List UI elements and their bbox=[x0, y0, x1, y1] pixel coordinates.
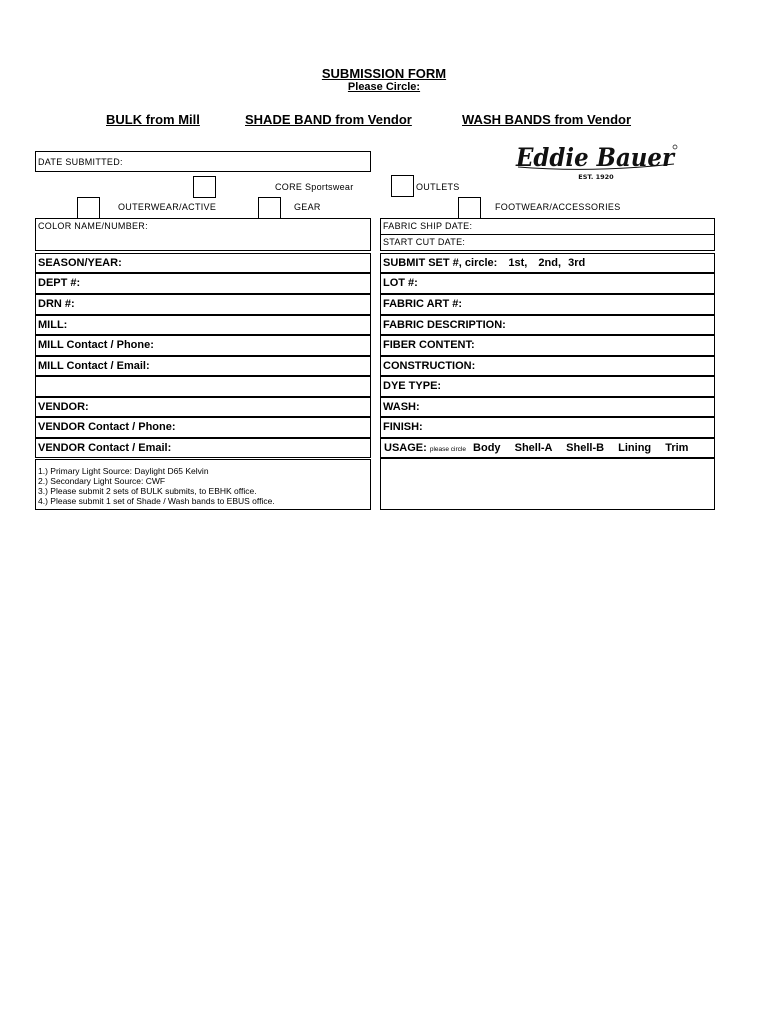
usage-option-shell-a[interactable]: Shell-A bbox=[514, 442, 553, 454]
brand-logo bbox=[512, 140, 680, 184]
dept-field[interactable] bbox=[35, 273, 371, 294]
finish-label: FINISH: bbox=[383, 421, 423, 433]
vendor-contact-email-field[interactable] bbox=[35, 438, 371, 458]
season-year-field[interactable] bbox=[35, 253, 371, 273]
note-item: 3.) Please submit 2 sets of BULK submits, to EBHK office. bbox=[38, 486, 257, 496]
vendor-label: VENDOR: bbox=[38, 401, 89, 413]
mill-field[interactable] bbox=[35, 315, 371, 335]
vendor-contact-email-label: VENDOR Contact / Email: bbox=[38, 442, 172, 454]
usage-option-body[interactable]: Body bbox=[473, 442, 501, 454]
mill-label: MILL: bbox=[38, 319, 68, 331]
submit-set-option-3rd[interactable]: 3rd bbox=[568, 257, 586, 269]
season-year-label: SEASON/YEAR: bbox=[38, 257, 122, 269]
gear-label: GEAR bbox=[294, 202, 321, 212]
mill-contact-email-label: MILL Contact / Email: bbox=[38, 360, 150, 372]
usage-label: USAGE: bbox=[384, 442, 427, 454]
option-shade-band[interactable]: SHADE BAND from Vendor bbox=[245, 112, 412, 127]
brand-logo-text: Eddie Bauer bbox=[515, 143, 676, 172]
fabric-art-field[interactable] bbox=[380, 294, 715, 315]
fabric-description-label: FABRIC DESCRIPTION: bbox=[383, 319, 506, 331]
outerwear-active-checkbox[interactable] bbox=[77, 197, 100, 219]
finish-field[interactable] bbox=[380, 417, 715, 438]
blank-field[interactable] bbox=[35, 376, 371, 397]
core-sportswear-label: CORE Sportswear bbox=[275, 182, 354, 192]
submit-set-option-2nd[interactable]: 2nd, bbox=[538, 257, 562, 269]
usage-option-shell-b[interactable]: Shell-B bbox=[566, 442, 605, 454]
submit-set-option-1st[interactable]: 1st, bbox=[508, 257, 528, 269]
mill-contact-phone-field[interactable] bbox=[35, 335, 371, 356]
construction-label: CONSTRUCTION: bbox=[383, 360, 476, 372]
usage-option-trim[interactable]: Trim bbox=[665, 442, 689, 454]
usage-field[interactable] bbox=[380, 438, 715, 458]
fabric-art-label: FABRIC ART #: bbox=[383, 298, 463, 310]
outerwear-active-label: OUTERWEAR/ACTIVE bbox=[118, 202, 217, 212]
outlets-label: OUTLETS bbox=[416, 182, 460, 192]
gear-checkbox[interactable] bbox=[258, 197, 281, 219]
wash-label: WASH: bbox=[383, 401, 420, 413]
start-cut-date-field[interactable] bbox=[380, 234, 715, 251]
mill-contact-email-field[interactable] bbox=[35, 356, 371, 376]
vendor-contact-phone-label: VENDOR Contact / Phone: bbox=[38, 421, 176, 433]
usage-notes-box[interactable] bbox=[380, 458, 715, 510]
option-wash-bands[interactable]: WASH BANDS from Vendor bbox=[462, 112, 632, 127]
option-bulk-from-mill[interactable]: BULK from Mill bbox=[106, 112, 200, 127]
note-item: 4.) Please submit 1 set of Shade / Wash bands to EBUS office. bbox=[38, 496, 275, 506]
fiber-content-label: FIBER CONTENT: bbox=[383, 339, 475, 351]
drn-field[interactable] bbox=[35, 294, 371, 315]
note-item: 2.) Secondary Light Source: CWF bbox=[38, 476, 166, 486]
wash-field[interactable] bbox=[380, 397, 715, 417]
dye-type-field[interactable] bbox=[380, 376, 715, 397]
date-submitted-field[interactable] bbox=[35, 151, 371, 172]
mill-contact-phone-label: MILL Contact / Phone: bbox=[38, 339, 154, 351]
outlets-checkbox[interactable] bbox=[391, 175, 414, 197]
submit-set-label: SUBMIT SET #, circle: bbox=[383, 257, 498, 269]
vendor-field[interactable] bbox=[35, 397, 371, 417]
lot-label: LOT #: bbox=[383, 277, 418, 289]
fabric-ship-date-label: FABRIC SHIP DATE: bbox=[383, 221, 473, 231]
construction-field[interactable] bbox=[380, 356, 715, 376]
fabric-ship-date-field[interactable] bbox=[380, 218, 715, 235]
start-cut-date-label: START CUT DATE: bbox=[383, 237, 466, 247]
note-item: 1.) Primary Light Source: Daylight D65 Kelvin bbox=[38, 466, 209, 476]
usage-hint: please circle bbox=[429, 446, 466, 453]
date-submitted-label: DATE SUBMITTED: bbox=[38, 157, 123, 167]
form-subtitle: Please Circle: bbox=[347, 81, 421, 93]
notes-box bbox=[35, 459, 371, 510]
lot-field[interactable] bbox=[380, 273, 715, 294]
color-name-number-field[interactable] bbox=[35, 218, 371, 251]
core-sportswear-checkbox[interactable] bbox=[193, 176, 216, 198]
footwear-accessories-checkbox[interactable] bbox=[458, 197, 481, 219]
fiber-content-field[interactable] bbox=[380, 335, 715, 356]
footwear-accessories-label: FOOTWEAR/ACCESSORIES bbox=[495, 202, 621, 212]
color-name-number-label: COLOR NAME/NUMBER: bbox=[38, 221, 148, 231]
submit-set-field[interactable] bbox=[380, 253, 715, 273]
usage-option-lining[interactable]: Lining bbox=[618, 442, 652, 454]
dye-type-label: DYE TYPE: bbox=[383, 380, 442, 392]
drn-label: DRN #: bbox=[38, 298, 75, 310]
fabric-description-field[interactable] bbox=[380, 315, 715, 335]
form-title: SUBMISSION FORM bbox=[321, 66, 447, 81]
vendor-contact-phone-field[interactable] bbox=[35, 417, 371, 438]
dept-label: DEPT #: bbox=[38, 277, 81, 289]
brand-est-text: EST. 1920 bbox=[578, 173, 614, 181]
